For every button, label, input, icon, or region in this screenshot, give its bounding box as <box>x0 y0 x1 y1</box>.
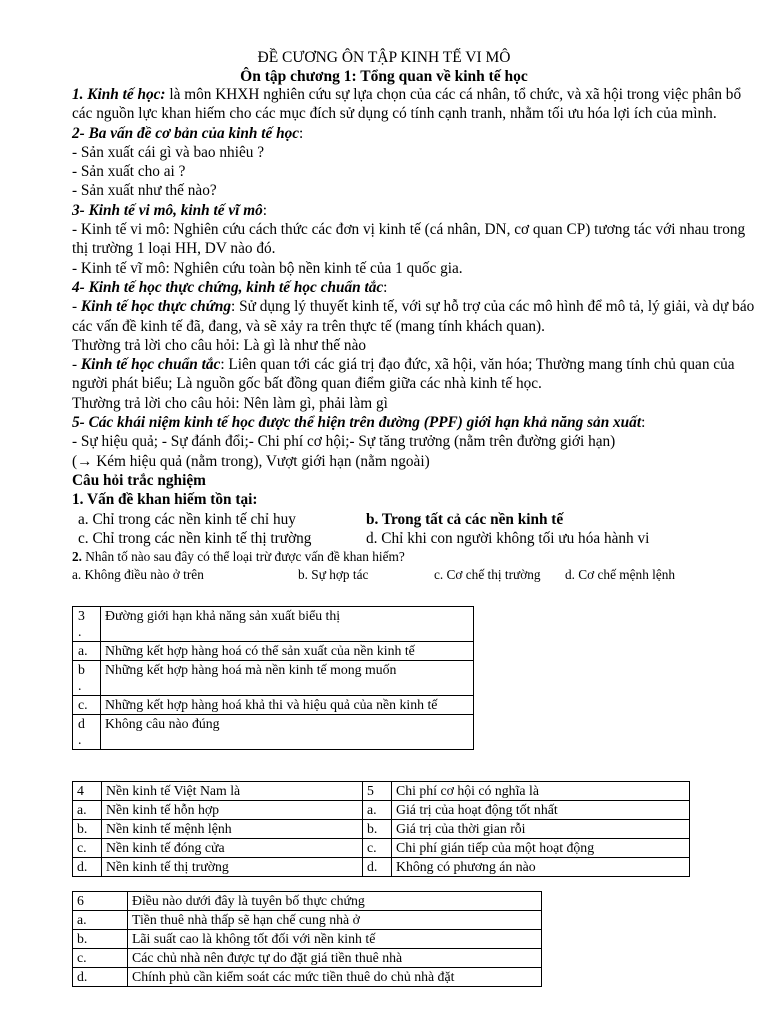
section-1-text: là môn KHXH nghiên cứu sự lựa chọn của các cá nhân, tổ chức, và xã hội trong việc phân bổ các nguồn lực khan hiếm cho các mục đích sử dụng có tính cạnh tranh, nhằm tối ưu hóa lợi ích của mình. <box>72 86 742 123</box>
option-text: Tiền thuê nhà thấp sẽ hạn chế cung nhà ở <box>128 911 542 930</box>
question-2-title: 2. Nhân tố nào sau đây có thể loại trừ được vấn đề khan hiếm? <box>72 549 405 565</box>
section-5-head: 5- Các khái niệm kinh tế học được thể hiện trên đường (PPF) giới hạn khả năng sản xuất: <box>72 414 646 432</box>
question-1-title: 1. Vấn đề khan hiếm tồn tại: <box>72 491 258 509</box>
question-2-options <box>72 565 762 582</box>
table-row <box>73 696 474 715</box>
section-1-head: 1. Kinh tế học: <box>72 86 166 103</box>
option-text: Giá trị của hoạt động tốt nhất <box>392 801 690 820</box>
table-row <box>73 661 474 696</box>
option-text: Nền kinh tế đóng cửa <box>102 839 363 858</box>
table-row <box>73 607 474 642</box>
q1-option-b: b. Trong tất cả các nền kinh tế <box>366 510 564 528</box>
option-key: c. <box>363 839 392 858</box>
option-key: 3 . <box>73 607 101 642</box>
question-1-options-row <box>72 510 762 529</box>
option-key: b. <box>73 820 102 839</box>
option-text: Không câu nào đúng <box>101 715 474 750</box>
section-2-item: - Sản xuất cái gì và bao nhiêu ? <box>72 143 264 161</box>
q2-option-c: c. Cơ chế thị trường <box>434 567 541 583</box>
option-key: d. <box>363 858 392 877</box>
q1-option-c: c. Chỉ trong các nền kinh tế thị trường <box>78 529 312 547</box>
table-row <box>73 839 690 858</box>
option-key: 6 <box>73 892 128 911</box>
table-row <box>73 782 690 801</box>
option-text: Điều nào dưới đây là tuyên bố thực chứng <box>128 892 542 911</box>
table-row <box>73 820 690 839</box>
option-text: Đường giới hạn khả năng sản xuất biểu thị <box>101 607 474 642</box>
section-4-normative-question: Thường trả lời cho câu hỏi: Nên làm gì, phải làm gì <box>72 394 388 412</box>
table-row <box>73 715 474 750</box>
option-key: a. <box>73 911 128 930</box>
section-4-normative: - Kinh tế học chuẩn tắc: Liên quan tới các giá trị đạo đức, xã hội, văn hóa; Thường mang tính chủ quan của người phát biểu; Là nguồn gốc bất đồng quan điểm giữa các nhà kinh tế học. <box>72 356 735 393</box>
section-3-item: - Kinh tế vi mô: Nghiên cứu cách thức các đơn vị kinh tế (cá nhân, DN, cơ quan CP) tương tác với nhau trong thị trường 1 loại HH, DV nào đó. <box>72 221 746 258</box>
quiz-title: Câu hỏi trắc nghiệm <box>72 471 206 489</box>
option-text: Lãi suất cao là không tốt đối với nền kinh tế <box>128 930 542 949</box>
section-1 <box>72 85 762 124</box>
option-text: Nền kinh tế Việt Nam là <box>102 782 363 801</box>
option-key: 4 <box>73 782 102 801</box>
option-key: a. <box>73 801 102 820</box>
section-3-head: 3- Kinh tế vi mô, kinh tế vĩ mô: <box>72 201 268 219</box>
option-text: Những kết hợp hàng hoá khả thi và hiệu quả của nền kinh tế <box>101 696 474 715</box>
option-text: Chi phí gián tiếp của một hoạt động <box>392 839 690 858</box>
section-2-item: - Sản xuất cho ai ? <box>72 163 186 181</box>
option-key: b. <box>73 930 128 949</box>
document-title: ĐỀ CƯƠNG ÔN TẬP KINH TẾ VI MÔ <box>257 49 511 66</box>
section-4-positive-question: Thường trả lời cho câu hỏi: Là gì là như thế nào <box>72 336 367 354</box>
normative-term: Kinh tế học chuẩn tắc <box>80 356 221 374</box>
question-6-table <box>72 891 542 987</box>
section-5-line: (→ Kém hiệu quả (nằm trong), Vượt giới hạn (nằm ngoài) <box>72 452 430 470</box>
option-key: d. <box>73 858 102 877</box>
section-2-item: - Sản xuất như thế nào? <box>72 182 217 200</box>
option-text: Những kết hợp hàng hoá mà nền kinh tế mong muốn <box>101 661 474 696</box>
table-row <box>73 801 690 820</box>
table-row <box>73 949 542 968</box>
q1-option-d: d. Chỉ khi con người không tối ưu hóa hành vi <box>366 529 650 547</box>
option-key: a. <box>363 801 392 820</box>
option-key: d. <box>73 968 128 987</box>
option-text: Nền kinh tế mệnh lệnh <box>102 820 363 839</box>
option-text: Nền kinh tế thị trường <box>102 858 363 877</box>
option-key: b. <box>363 820 392 839</box>
option-text: Giá trị của thời gian rỗi <box>392 820 690 839</box>
option-text: Không có phương án nào <box>392 858 690 877</box>
option-text: Chính phủ cần kiểm soát các mức tiền thuê do chủ nhà đặt <box>128 968 542 987</box>
table-row <box>73 911 542 930</box>
positive-term: Kinh tế học thực chứng <box>80 298 232 316</box>
question-1-options-row <box>72 529 762 548</box>
option-key: b . <box>73 661 101 696</box>
option-key: a. <box>73 642 101 661</box>
table-row <box>73 968 542 987</box>
option-text: Chi phí cơ hội có nghĩa là <box>392 782 690 801</box>
option-key: d . <box>73 715 101 750</box>
option-key: c. <box>73 949 128 968</box>
q2-option-a: a. Không điều nào ở trên <box>72 567 204 583</box>
option-text: Các chủ nhà nên được tự do đặt giá tiền thuê nhà <box>128 949 542 968</box>
section-5-line: - Sự hiệu quả; - Sự đánh đổi;- Chi phí cơ hội;- Sự tăng trưởng (nằm trên đường giới hạn) <box>72 433 616 451</box>
section-4-head: 4- Kinh tế học thực chứng, kinh tế học chuẩn tắc: <box>72 278 388 296</box>
question-4-5-table <box>72 781 690 877</box>
option-key: c. <box>73 696 101 715</box>
section-4-positive: - Kinh tế học thực chứng: Sử dụng lý thuyết kinh tế, với sự hỗ trợ của các mô hình để mô tả, lý giải, và dự báo các vấn đề kinh tế đã, đang, và sẽ xảy ra trên thực tế (mang tính khách quan). <box>72 298 755 335</box>
q2-option-b: b. Sự hợp tác <box>298 567 369 583</box>
question-3-table <box>72 606 474 750</box>
section-3-item: - Kinh tế vĩ mô: Nghiên cứu toàn bộ nền kinh tế của 1 quốc gia. <box>72 259 463 277</box>
table-row <box>73 858 690 877</box>
option-text: Những kết hợp hàng hoá có thể sản xuất của nền kinh tế <box>101 642 474 661</box>
chapter-title: Ôn tập chương 1: Tổng quan về kinh tế học <box>240 68 528 85</box>
section-2-head: 2- Ba vấn đề cơ bản của kinh tế học: <box>72 124 304 142</box>
option-key: c. <box>73 839 102 858</box>
document-body <box>72 85 762 582</box>
q2-option-d: d. Cơ chế mệnh lệnh <box>565 567 676 583</box>
option-key: 5 <box>363 782 392 801</box>
table-row <box>73 892 542 911</box>
table-row <box>73 930 542 949</box>
q1-option-a: a. Chỉ trong các nền kinh tế chỉ huy <box>78 510 296 528</box>
table-row <box>73 642 474 661</box>
option-text: Nền kinh tế hỗn hợp <box>102 801 363 820</box>
